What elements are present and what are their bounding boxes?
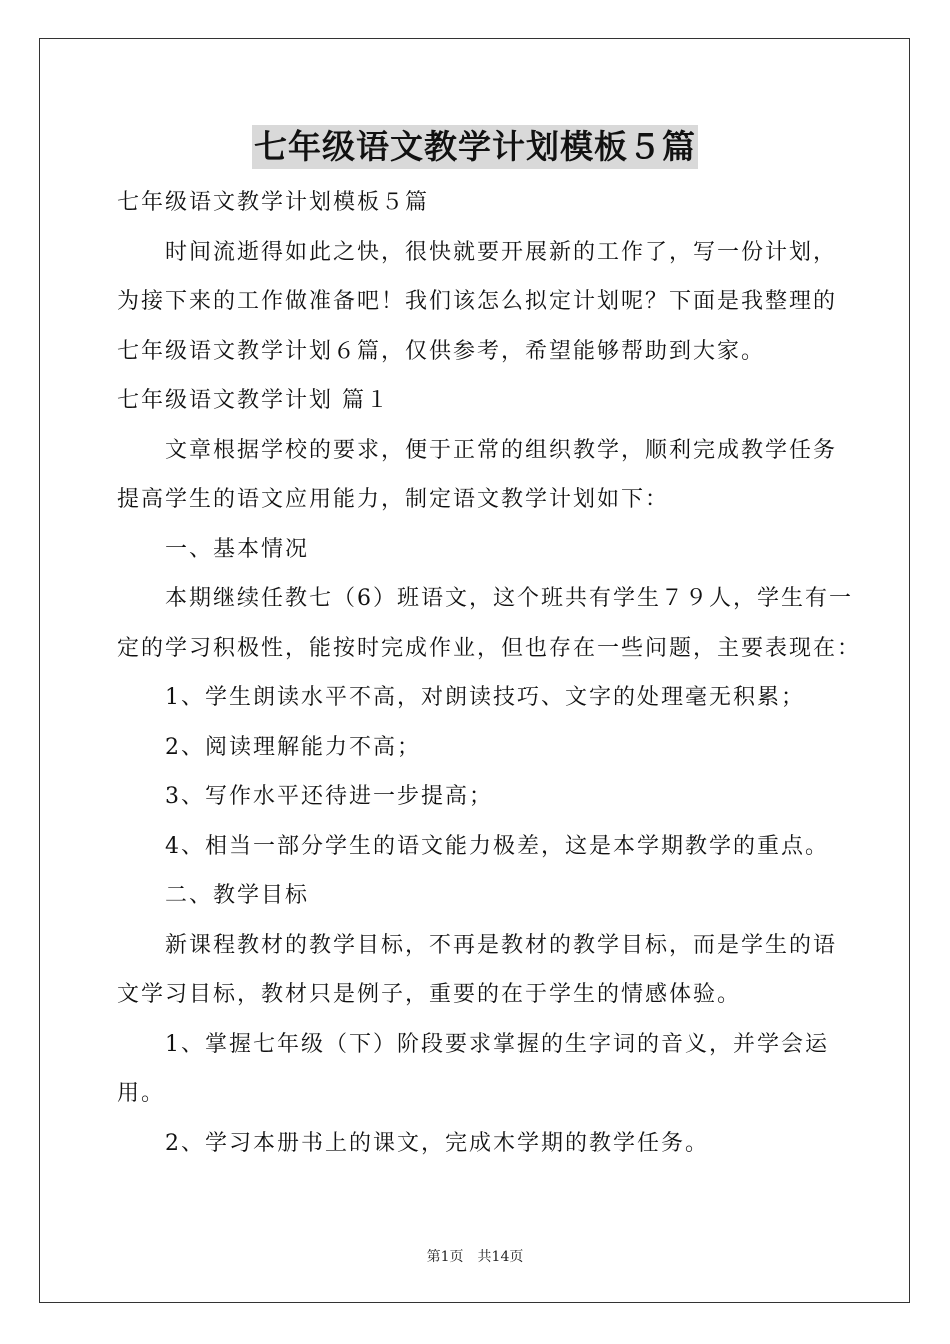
paragraph-line: 1、学生朗读水平不高，对朗读技巧、文字的处理毫无积累；	[165, 685, 805, 710]
paragraph-line: 七年级语文教学计划 篇１	[117, 388, 390, 413]
paragraph-line: 一、基本情况	[165, 536, 310, 562]
page-number: 第1页	[426, 1249, 464, 1265]
paragraph-line: 本期继续任教七（6）班语文，这个班共有学生７９人，学生有一	[165, 586, 853, 611]
paragraph-line: 二、教学目标	[165, 883, 310, 908]
document-title: 七年级语文教学计划模板５篇	[252, 125, 698, 169]
paragraph-line: 文章根据学校的要求，便于正常的组织教学，顺利完成教学任务	[165, 437, 838, 463]
paragraph-line: 用。	[117, 1081, 166, 1106]
paragraph-line: 定的学习积极性，能按时完成作业，但也存在一些问题，主要表现在：	[117, 635, 862, 661]
paragraph-line: 时间流逝得如此之快，很快就要开展新的工作了，写一份计划，	[165, 239, 838, 265]
paragraph-line: 七年级语文教学计划６篇，仅供参考，希望能够帮助到大家。	[117, 338, 766, 364]
paragraph-line: 2、学习本册书上的课文，完成木学期的教学任务。	[165, 1130, 709, 1156]
paragraph-line: 3、写作水平还待进一步提高；	[165, 784, 493, 809]
paragraph-line: 七年级语文教学计划模板５篇	[117, 190, 430, 215]
paragraph-line: 新课程教材的教学目标，不再是教材的教学目标，而是学生的语	[165, 932, 838, 958]
page-footer	[0, 1248, 950, 1266]
document-body	[117, 178, 862, 1168]
paragraph-line: 提高学生的语文应用能力，制定语文教学计划如下：	[117, 487, 670, 512]
paragraph-line: 1、掌握七年级（下）阶段要求掌握的生字词的音义，并学会运	[165, 1031, 829, 1057]
paragraph-line: 2、阅读理解能力不高；	[165, 734, 421, 760]
title-container	[0, 125, 950, 169]
paragraph-line: 为接下来的工作做准备吧！我们该怎么拟定计划呢？下面是我整理的	[117, 289, 838, 314]
paragraph-line: 4、相当一部分学生的语文能力极差，这是本学期教学的重点。	[165, 833, 829, 859]
page-total: 共14页	[477, 1249, 524, 1265]
paragraph-line: 文学习目标，教材只是例子，重要的在于学生的情感体验。	[117, 982, 742, 1007]
